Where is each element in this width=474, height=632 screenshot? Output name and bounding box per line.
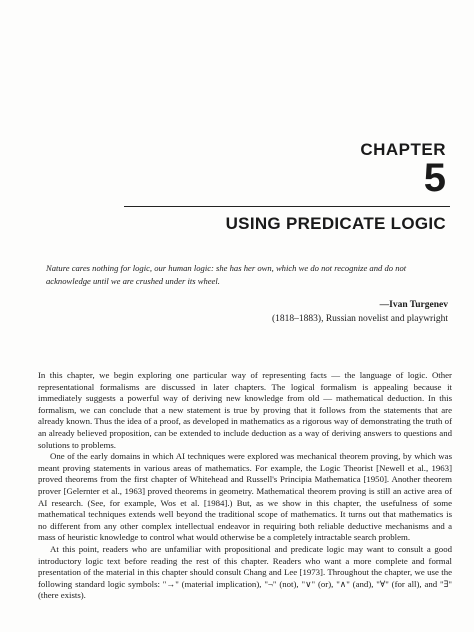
epigraph-author: —Ivan Turgenev (379, 300, 448, 310)
title-divider (124, 206, 450, 207)
chapter-title: USING PREDICATE LOGIC (225, 214, 446, 233)
chapter-number: 5 (423, 156, 446, 200)
epigraph-author-details: (1818–1883), Russian novelist and playwright (272, 314, 448, 324)
body-text (38, 370, 452, 602)
paragraph-2: One of the early domains in which AI techniques were explored was mechanical theorem proving, by which was meant proving statements in various areas of mathematics. For example, the Logic Theorist [Newell et al., 1963] proved theorems from the first chapter of Whitehead and Russell's Principia Mathematica [1950]. Another theorem prover [Gelernter et al., 1963] proved theorems in geometry. Mathematical theorem proving is still an active area of AI research. (See, for example, Wos et al. [1984].) But, as we show in this chapter, the usefulness of some mathematical techniques extends well beyond the traditional scope of mathematics. It turns out that mathematics is no different from any other complex intellectual endeavor in requiring both reliable deductive mechanisms and a mass of heuristic knowledge to control what would otherwise be a completely intractable search problem. (38, 451, 452, 543)
paragraph-1: In this chapter, we begin exploring one particular way of representing facts — the language of logic. Other representational formalisms are discussed in later chapters. The logical formalism is appealing because it immediately suggests a powerful way of deriving new knowledge from old — mathematical deduction. In this formalism, we can conclude that a new statement is true by proving that it follows from the statements that are already known. Thus the idea of a proof, as developed in mathematics as a rigorous way of demonstrating the truth of an already believed proposition, can be extended to include deduction as a way of deriving answers to questions and solutions to problems. (38, 370, 452, 450)
epigraph-quote: Nature cares nothing for logic, our human logic: she has her own, which we do not recognize and do not acknowledge until we are crushed under its wheel. (46, 263, 407, 286)
chapter-label: CHAPTER (360, 140, 446, 159)
paragraph-3: At this point, readers who are unfamiliar with propositional and predicate logic may want to consult a good introductory logic text before reading the rest of this chapter. Readers who want a more complete and formal presentation of the material in this chapter should consult Chang and Lee [1973]. Throughout the chapter, we use the following standard logic symbols: "→" (material implication), "¬" (not), "∨" (or), "∧" (and), "∀" (for all), and "∃" (there exists). (38, 543, 452, 601)
